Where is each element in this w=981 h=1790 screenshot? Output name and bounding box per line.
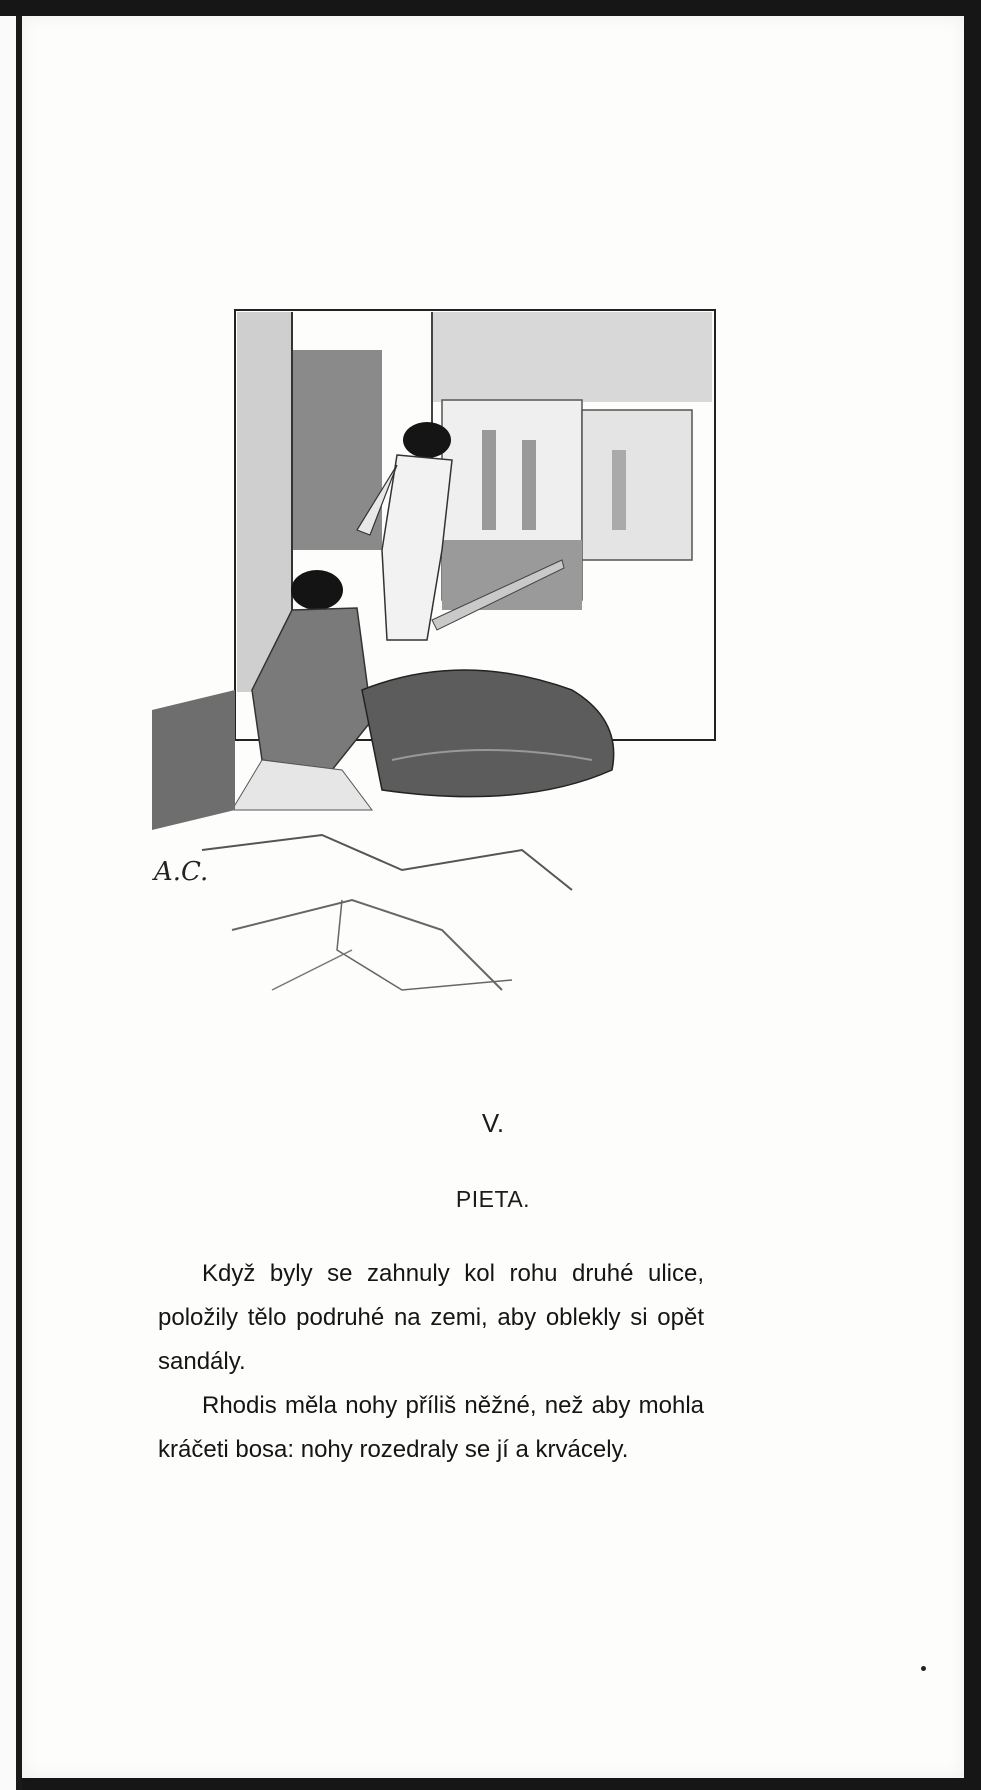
illustration-drawing	[142, 290, 722, 1090]
engraving-illustration	[142, 290, 722, 1090]
paragraph: Když byly se zahnuly kol rohu druhé ulice, položily tělo podruhé na zemi, aby oblekly si opět sandály.	[158, 1260, 704, 1375]
paragraph: Rhodis měla nohy příliš něžné, než aby mohla kráčeti bosa: nohy rozedraly se jí a krvácely.	[158, 1392, 704, 1463]
artist-monogram: A.C.	[154, 857, 209, 887]
book-page	[22, 16, 964, 1778]
book-spine-edge	[0, 16, 22, 1790]
chapter-number: V.	[481, 1108, 505, 1138]
print-speck	[921, 1666, 926, 1671]
chapter-text	[158, 1252, 704, 1472]
chapter-title: PIETA.	[455, 1186, 531, 1212]
